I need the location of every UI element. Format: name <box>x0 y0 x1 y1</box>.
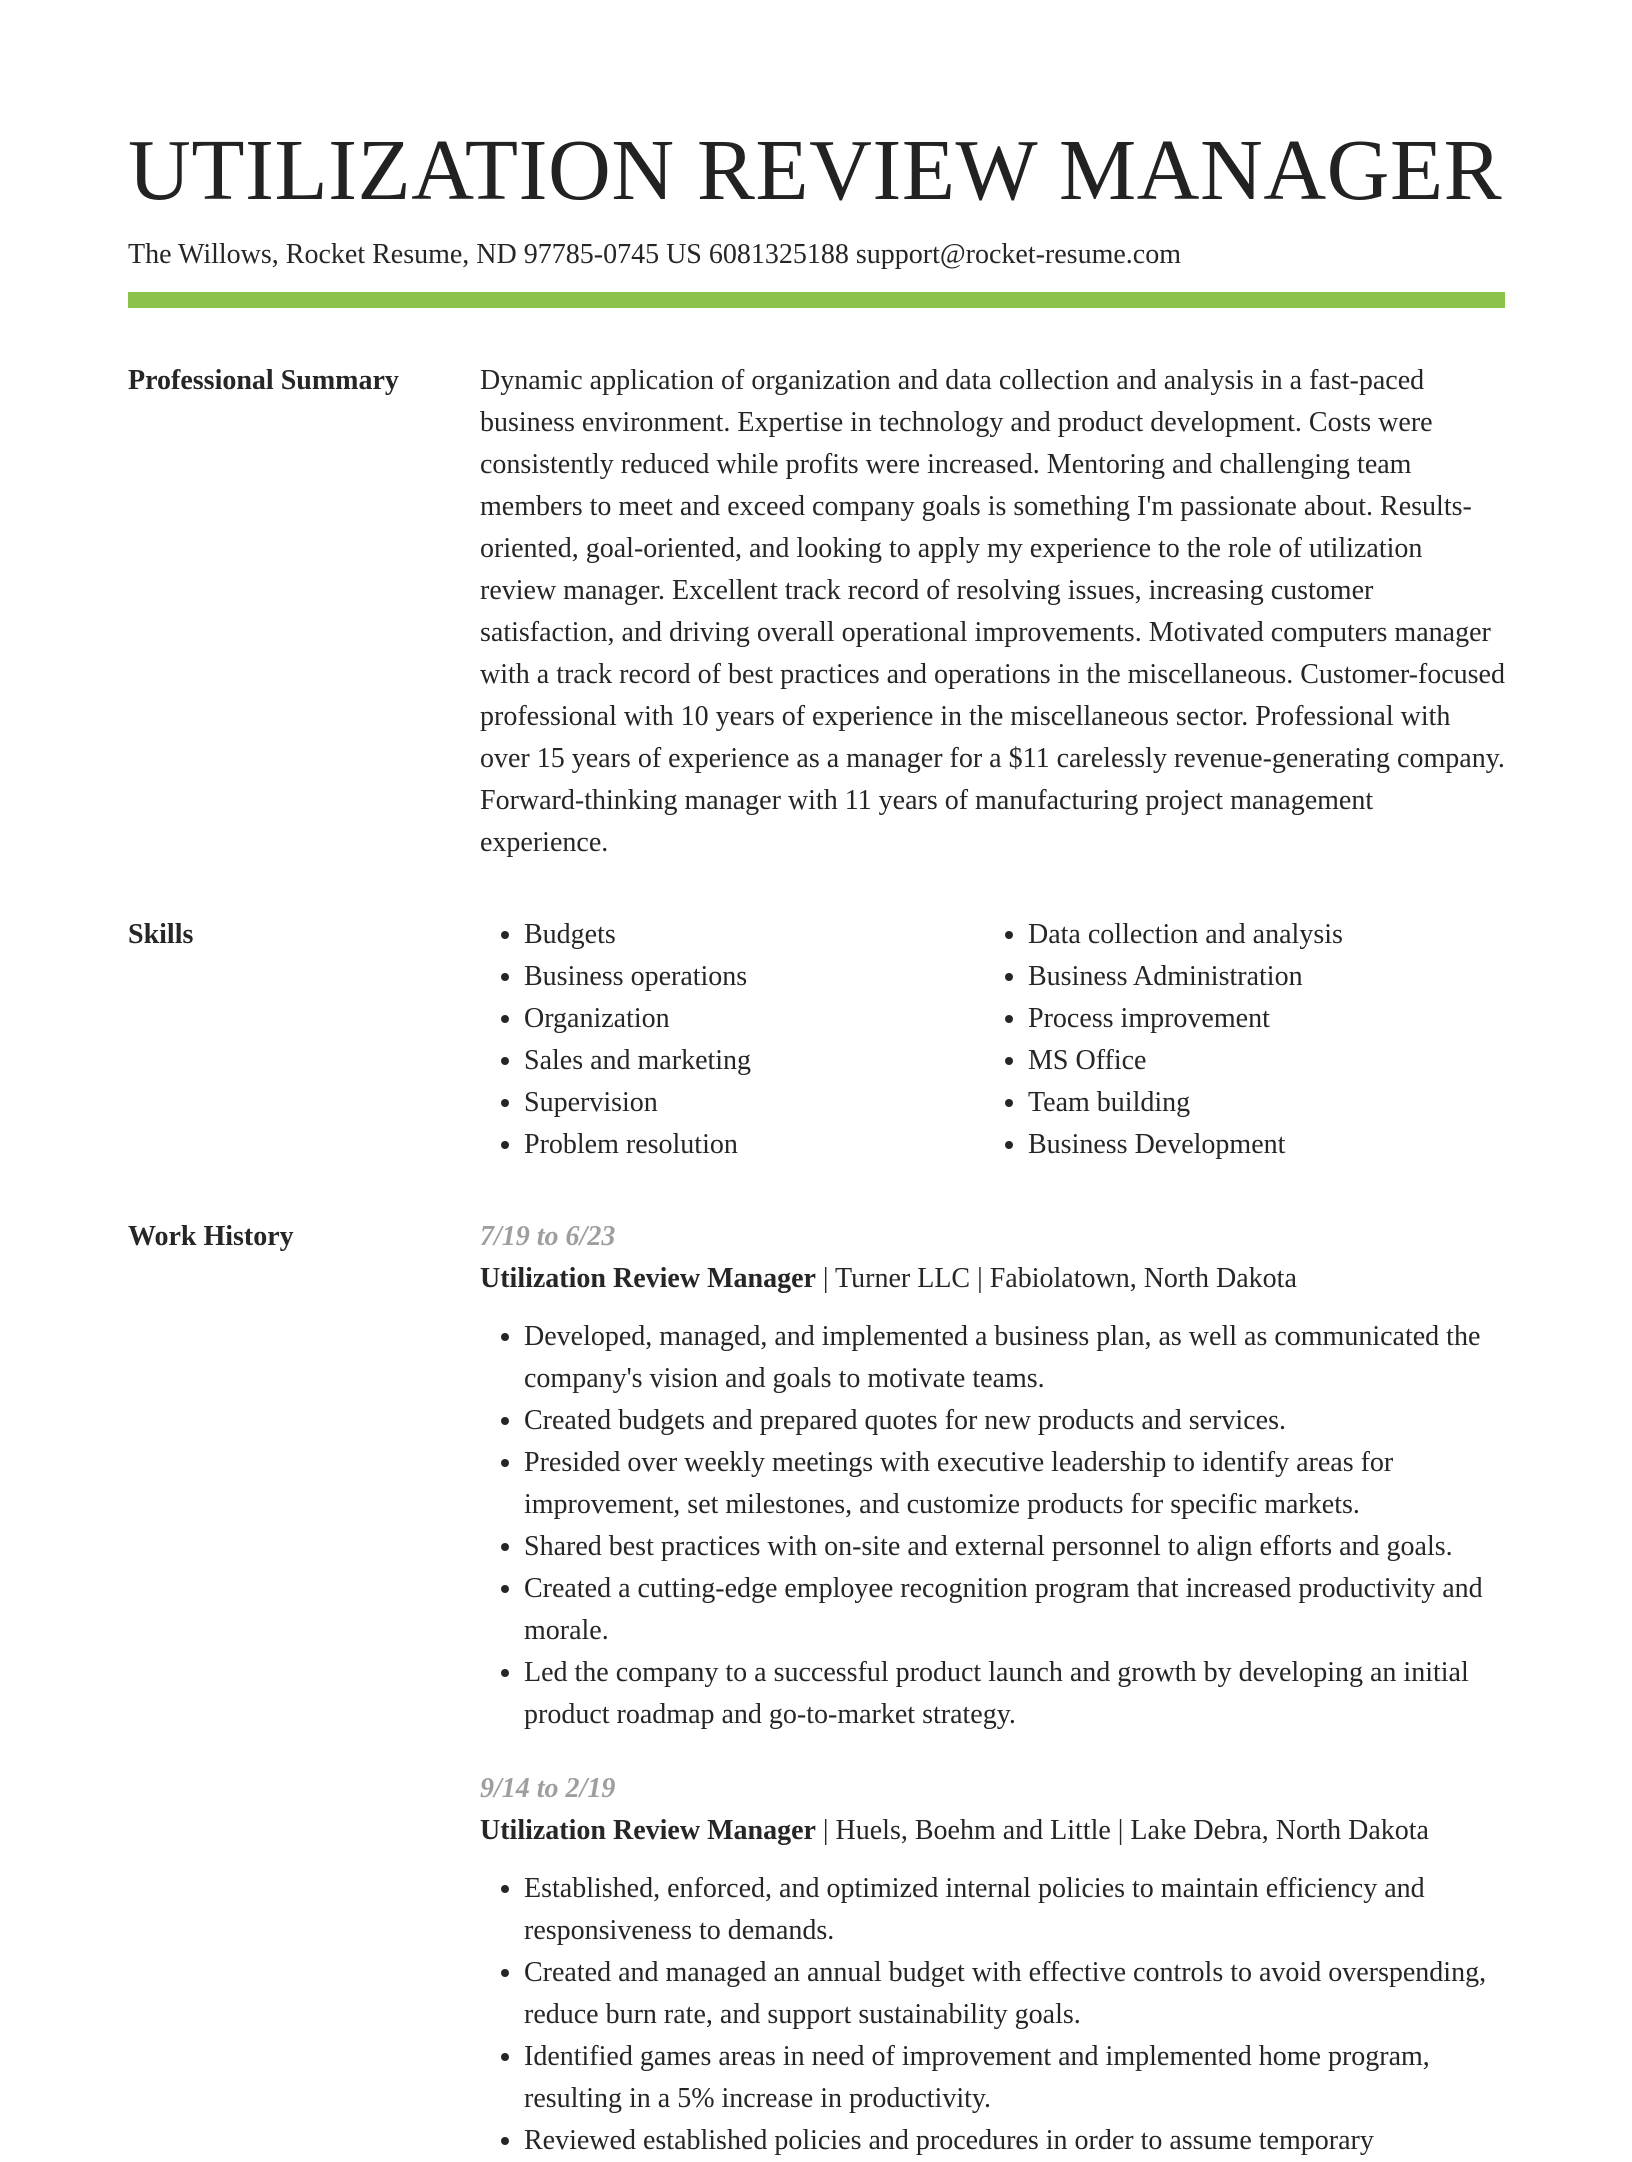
summary-section <box>128 360 1505 864</box>
job-bullet: • Established, enforced, and optimized internal policies to maintain efficiency and responsiveness to demands. <box>524 1868 1505 1952</box>
skill-item: • Organization <box>524 998 984 1040</box>
job-dates: 9/14 to 2/19 <box>480 1773 616 1804</box>
skills-body <box>480 914 1505 1166</box>
accent-divider <box>128 292 1505 308</box>
job-bullet: • Shared best practices with on-site and external personnel to align efforts and goals. <box>524 1526 1505 1568</box>
job-header <box>480 1810 1505 1852</box>
job-entry <box>480 1216 1505 1736</box>
skill-item: • Business Administration <box>1028 956 1488 998</box>
work-history-heading: Work History <box>128 1221 294 1252</box>
summary-heading: Professional Summary <box>128 365 399 396</box>
skill-item: • Supervision <box>524 1082 984 1124</box>
skills-list-left <box>480 914 984 1166</box>
job-details: | Turner LLC | Fabiolatown, North Dakota <box>815 1263 1297 1294</box>
skills-heading: Skills <box>128 919 194 950</box>
job-bullet-list <box>480 1316 1505 1736</box>
resume-page <box>128 0 1505 2162</box>
job-bullet: • Reviewed established policies and procedures in order to assume temporary <box>524 2120 1505 2162</box>
skills-section <box>128 914 1505 1166</box>
job-bullet: • Created and managed an annual budget with effective controls to avoid overspending, reduce burn rate, and support sustainability goals. <box>524 1952 1505 2036</box>
skill-item: • MS Office <box>1028 1040 1488 1082</box>
skill-item: • Budgets <box>524 914 984 956</box>
job-bullet: • Created budgets and prepared quotes for new products and services. <box>524 1400 1505 1442</box>
job-title: Utilization Review Manager <box>480 1815 816 1846</box>
job-title: Utilization Review Manager <box>480 1263 816 1294</box>
work-history-body <box>480 1216 1505 2162</box>
job-header <box>480 1258 1505 1300</box>
job-bullet: • Identified games areas in need of improvement and implemented home program, resulting in a 5% increase in productivity. <box>524 2036 1505 2120</box>
resume-title: UTILIZATION REVIEW MANAGER <box>128 121 1503 218</box>
summary-body <box>480 360 1505 864</box>
job-dates: 7/19 to 6/23 <box>480 1221 616 1252</box>
skill-item: • Sales and marketing <box>524 1040 984 1082</box>
skills-list-right <box>984 914 1488 1166</box>
skill-item: • Problem resolution <box>524 1124 984 1166</box>
skill-item: • Business Development <box>1028 1124 1488 1166</box>
summary-text: Dynamic application of organization and data collection and analysis in a fast-paced business environment. Expertise in technology and product development. Costs were consistently reduced while profits were increased. Mentoring and challenging team members to meet and exceed company goals is something I'm passionate about. Results-oriented, goal-oriented, and looking to apply my experience to the role of utilization review manager. Excellent track record of resolving issues, increasing customer satisfaction, and driving overall operational improvements. Motivated computers manager with a track record of best practices and operations in the miscellaneous. Customer-focused professional with 10 years of experience in the miscellaneous sector. Professional with over 15 years of experience as a manager for a $11 carelessly revenue-generating company. Forward-thinking manager with 11 years of manufacturing project management experience. <box>480 365 1505 858</box>
job-bullet: • Created a cutting-edge employee recognition program that increased productivity and morale. <box>524 1568 1505 1652</box>
skill-item: • Business operations <box>524 956 984 998</box>
job-entry <box>480 1768 1505 2162</box>
job-bullet: • Developed, managed, and implemented a business plan, as well as communicated the company's vision and goals to motivate teams. <box>524 1316 1505 1400</box>
job-bullet-list <box>480 1868 1505 2162</box>
skill-item: • Data collection and analysis <box>1028 914 1488 956</box>
job-bullet: • Presided over weekly meetings with executive leadership to identify areas for improvement, set milestones, and customize products for specific markets. <box>524 1442 1505 1526</box>
contact-line: The Willows, Rocket Resume, ND 97785-0745 US 6081325188 support@rocket-resume.com <box>128 239 1181 270</box>
skill-item: • Team building <box>1028 1082 1488 1124</box>
work-history-section <box>128 1216 1505 2162</box>
job-details: | Huels, Boehm and Little | Lake Debra, North Dakota <box>815 1815 1429 1846</box>
job-bullet: • Led the company to a successful product launch and growth by developing an initial product roadmap and go-to-market strategy. <box>524 1652 1505 1736</box>
skill-item: • Process improvement <box>1028 998 1488 1040</box>
